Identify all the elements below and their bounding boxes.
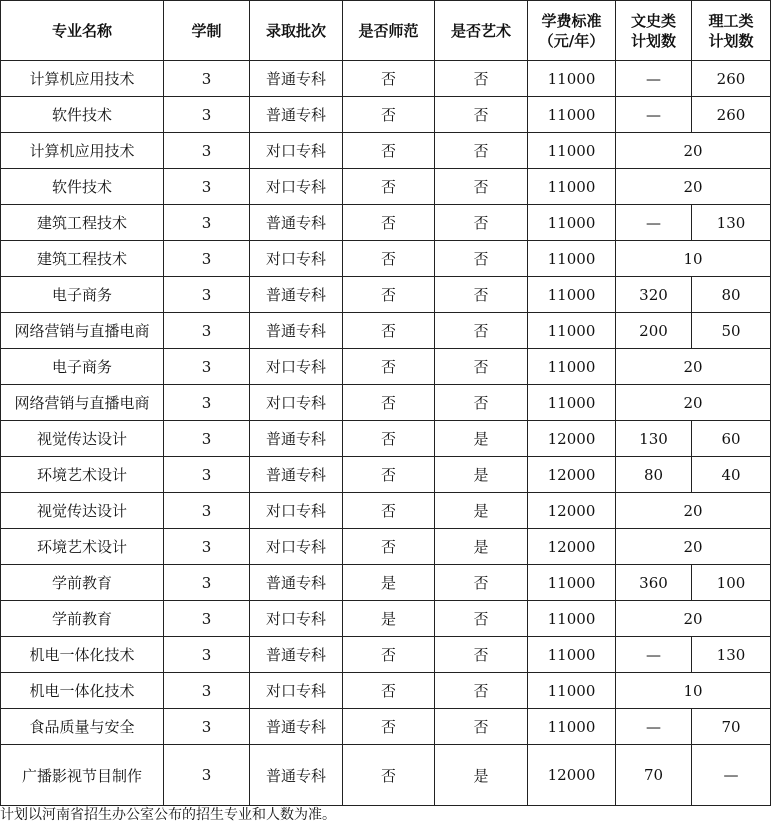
fee-cell: 12000 bbox=[528, 421, 616, 457]
table-row bbox=[1, 61, 771, 97]
is-art-cell: 否 bbox=[435, 565, 528, 601]
wenshi-plan-cell: 130 bbox=[616, 421, 692, 457]
is-art-cell: 否 bbox=[435, 385, 528, 421]
ligong-plan-cell: 50 bbox=[692, 313, 771, 349]
fee-cell: 11000 bbox=[528, 565, 616, 601]
years-cell: 3 bbox=[164, 421, 250, 457]
header-fee: 学费标准 （元/年） bbox=[528, 1, 616, 61]
years-cell: 3 bbox=[164, 241, 250, 277]
major-name-cell: 广播影视节目制作 bbox=[1, 745, 164, 806]
is-normal-cell: 否 bbox=[343, 745, 435, 806]
table-row bbox=[1, 133, 771, 169]
is-art-cell: 否 bbox=[435, 673, 528, 709]
wenshi-plan-cell: 320 bbox=[616, 277, 692, 313]
years-cell: 3 bbox=[164, 745, 250, 806]
ligong-plan-cell: 60 bbox=[692, 421, 771, 457]
major-name-cell: 机电一体化技术 bbox=[1, 637, 164, 673]
is-art-cell: 否 bbox=[435, 277, 528, 313]
major-name-cell: 学前教育 bbox=[1, 601, 164, 637]
fee-cell: 11000 bbox=[528, 61, 616, 97]
major-name-cell: 电子商务 bbox=[1, 349, 164, 385]
fee-cell: 12000 bbox=[528, 457, 616, 493]
is-normal-cell: 否 bbox=[343, 457, 435, 493]
table-row bbox=[1, 385, 771, 421]
major-name-cell: 视觉传达设计 bbox=[1, 493, 164, 529]
ligong-plan-cell: 100 bbox=[692, 565, 771, 601]
header-major-name: 专业名称 bbox=[1, 1, 164, 61]
table-row bbox=[1, 97, 771, 133]
fee-cell: 11000 bbox=[528, 169, 616, 205]
is-normal-cell: 否 bbox=[343, 205, 435, 241]
years-cell: 3 bbox=[164, 493, 250, 529]
is-art-cell: 是 bbox=[435, 421, 528, 457]
wenshi-plan-cell: — bbox=[616, 61, 692, 97]
is-normal-cell: 是 bbox=[343, 601, 435, 637]
years-cell: 3 bbox=[164, 169, 250, 205]
wenshi-plan-cell: — bbox=[616, 637, 692, 673]
batch-cell: 对口专科 bbox=[250, 385, 343, 421]
major-name-cell: 软件技术 bbox=[1, 97, 164, 133]
is-normal-cell: 否 bbox=[343, 313, 435, 349]
is-art-cell: 否 bbox=[435, 97, 528, 133]
years-cell: 3 bbox=[164, 601, 250, 637]
major-name-cell: 网络营销与直播电商 bbox=[1, 313, 164, 349]
is-art-cell: 否 bbox=[435, 205, 528, 241]
is-art-cell: 否 bbox=[435, 133, 528, 169]
fee-cell: 11000 bbox=[528, 385, 616, 421]
header-is-art: 是否艺术 bbox=[435, 1, 528, 61]
ligong-plan-cell: 70 bbox=[692, 709, 771, 745]
ligong-plan-cell: 80 bbox=[692, 277, 771, 313]
years-cell: 3 bbox=[164, 637, 250, 673]
major-name-cell: 建筑工程技术 bbox=[1, 241, 164, 277]
is-art-cell: 是 bbox=[435, 745, 528, 806]
is-normal-cell: 否 bbox=[343, 493, 435, 529]
is-art-cell: 否 bbox=[435, 241, 528, 277]
is-normal-cell: 否 bbox=[343, 241, 435, 277]
fee-cell: 11000 bbox=[528, 241, 616, 277]
major-name-cell: 学前教育 bbox=[1, 565, 164, 601]
is-art-cell: 是 bbox=[435, 493, 528, 529]
header-batch: 录取批次 bbox=[250, 1, 343, 61]
batch-cell: 普通专科 bbox=[250, 313, 343, 349]
is-normal-cell: 否 bbox=[343, 61, 435, 97]
fee-cell: 11000 bbox=[528, 601, 616, 637]
combined-plan-cell: 10 bbox=[616, 673, 771, 709]
table-row bbox=[1, 205, 771, 241]
years-cell: 3 bbox=[164, 205, 250, 241]
batch-cell: 普通专科 bbox=[250, 421, 343, 457]
major-name-cell: 环境艺术设计 bbox=[1, 529, 164, 565]
years-cell: 3 bbox=[164, 709, 250, 745]
table-row bbox=[1, 349, 771, 385]
batch-cell: 对口专科 bbox=[250, 529, 343, 565]
fee-cell: 11000 bbox=[528, 709, 616, 745]
batch-cell: 对口专科 bbox=[250, 241, 343, 277]
major-name-cell: 机电一体化技术 bbox=[1, 673, 164, 709]
fee-cell: 11000 bbox=[528, 673, 616, 709]
batch-cell: 普通专科 bbox=[250, 565, 343, 601]
ligong-plan-cell: 260 bbox=[692, 97, 771, 133]
years-cell: 3 bbox=[164, 61, 250, 97]
is-normal-cell: 否 bbox=[343, 529, 435, 565]
major-name-cell: 建筑工程技术 bbox=[1, 205, 164, 241]
table-row bbox=[1, 673, 771, 709]
wenshi-plan-cell: 80 bbox=[616, 457, 692, 493]
major-name-cell: 食品质量与安全 bbox=[1, 709, 164, 745]
major-name-cell: 电子商务 bbox=[1, 277, 164, 313]
table-row bbox=[1, 313, 771, 349]
is-art-cell: 否 bbox=[435, 61, 528, 97]
ligong-plan-cell: — bbox=[692, 745, 771, 806]
batch-cell: 普通专科 bbox=[250, 709, 343, 745]
fee-cell: 11000 bbox=[528, 313, 616, 349]
combined-plan-cell: 20 bbox=[616, 133, 771, 169]
batch-cell: 普通专科 bbox=[250, 745, 343, 806]
ligong-plan-cell: 260 bbox=[692, 61, 771, 97]
major-name-cell: 网络营销与直播电商 bbox=[1, 385, 164, 421]
years-cell: 3 bbox=[164, 97, 250, 133]
years-cell: 3 bbox=[164, 349, 250, 385]
is-art-cell: 否 bbox=[435, 313, 528, 349]
header-ligong-plan: 理工类 计划数 bbox=[692, 1, 771, 61]
batch-cell: 普通专科 bbox=[250, 97, 343, 133]
is-normal-cell: 否 bbox=[343, 277, 435, 313]
ligong-plan-cell: 130 bbox=[692, 637, 771, 673]
batch-cell: 对口专科 bbox=[250, 169, 343, 205]
batch-cell: 普通专科 bbox=[250, 277, 343, 313]
batch-cell: 普通专科 bbox=[250, 61, 343, 97]
fee-cell: 12000 bbox=[528, 529, 616, 565]
table-row bbox=[1, 529, 771, 565]
batch-cell: 对口专科 bbox=[250, 349, 343, 385]
batch-cell: 普通专科 bbox=[250, 637, 343, 673]
is-normal-cell: 否 bbox=[343, 97, 435, 133]
is-normal-cell: 否 bbox=[343, 637, 435, 673]
is-normal-cell: 否 bbox=[343, 673, 435, 709]
combined-plan-cell: 20 bbox=[616, 169, 771, 205]
table-row bbox=[1, 565, 771, 601]
years-cell: 3 bbox=[164, 133, 250, 169]
combined-plan-cell: 20 bbox=[616, 601, 771, 637]
years-cell: 3 bbox=[164, 529, 250, 565]
fee-cell: 11000 bbox=[528, 205, 616, 241]
batch-cell: 对口专科 bbox=[250, 133, 343, 169]
table-row bbox=[1, 601, 771, 637]
ligong-plan-cell: 40 bbox=[692, 457, 771, 493]
fee-cell: 11000 bbox=[528, 637, 616, 673]
years-cell: 3 bbox=[164, 565, 250, 601]
wenshi-plan-cell: 70 bbox=[616, 745, 692, 806]
years-cell: 3 bbox=[164, 457, 250, 493]
is-normal-cell: 是 bbox=[343, 565, 435, 601]
wenshi-plan-cell: 360 bbox=[616, 565, 692, 601]
fee-cell: 12000 bbox=[528, 493, 616, 529]
combined-plan-cell: 20 bbox=[616, 349, 771, 385]
table-row bbox=[1, 421, 771, 457]
fee-cell: 11000 bbox=[528, 133, 616, 169]
combined-plan-cell: 10 bbox=[616, 241, 771, 277]
is-normal-cell: 否 bbox=[343, 421, 435, 457]
header-years: 学制 bbox=[164, 1, 250, 61]
is-art-cell: 否 bbox=[435, 709, 528, 745]
table-row bbox=[1, 277, 771, 313]
is-normal-cell: 否 bbox=[343, 169, 435, 205]
batch-cell: 对口专科 bbox=[250, 493, 343, 529]
years-cell: 3 bbox=[164, 385, 250, 421]
major-name-cell: 视觉传达设计 bbox=[1, 421, 164, 457]
wenshi-plan-cell: — bbox=[616, 97, 692, 133]
major-name-cell: 软件技术 bbox=[1, 169, 164, 205]
batch-cell: 对口专科 bbox=[250, 673, 343, 709]
is-art-cell: 否 bbox=[435, 637, 528, 673]
table-row bbox=[1, 169, 771, 205]
table-row bbox=[1, 457, 771, 493]
fee-cell: 12000 bbox=[528, 745, 616, 806]
is-art-cell: 否 bbox=[435, 169, 528, 205]
years-cell: 3 bbox=[164, 277, 250, 313]
is-normal-cell: 否 bbox=[343, 349, 435, 385]
major-name-cell: 计算机应用技术 bbox=[1, 61, 164, 97]
is-normal-cell: 否 bbox=[343, 133, 435, 169]
major-name-cell: 计算机应用技术 bbox=[1, 133, 164, 169]
years-cell: 3 bbox=[164, 313, 250, 349]
header-row bbox=[1, 1, 771, 61]
fee-cell: 11000 bbox=[528, 349, 616, 385]
years-cell: 3 bbox=[164, 673, 250, 709]
table-row bbox=[1, 745, 771, 806]
is-art-cell: 否 bbox=[435, 349, 528, 385]
is-art-cell: 是 bbox=[435, 457, 528, 493]
major-name-cell: 环境艺术设计 bbox=[1, 457, 164, 493]
is-art-cell: 否 bbox=[435, 601, 528, 637]
footnote: 计划以河南省招生办公室公布的招生专业和人数为准。 bbox=[0, 807, 336, 823]
table-row bbox=[1, 493, 771, 529]
is-normal-cell: 否 bbox=[343, 385, 435, 421]
batch-cell: 普通专科 bbox=[250, 205, 343, 241]
table-row bbox=[1, 241, 771, 277]
wenshi-plan-cell: — bbox=[616, 205, 692, 241]
combined-plan-cell: 20 bbox=[616, 529, 771, 565]
header-is-normal: 是否师范 bbox=[343, 1, 435, 61]
is-normal-cell: 否 bbox=[343, 709, 435, 745]
ligong-plan-cell: 130 bbox=[692, 205, 771, 241]
is-art-cell: 是 bbox=[435, 529, 528, 565]
combined-plan-cell: 20 bbox=[616, 385, 771, 421]
table-row bbox=[1, 709, 771, 745]
wenshi-plan-cell: 200 bbox=[616, 313, 692, 349]
header-wenshi-plan: 文史类 计划数 bbox=[616, 1, 692, 61]
batch-cell: 对口专科 bbox=[250, 601, 343, 637]
combined-plan-cell: 20 bbox=[616, 493, 771, 529]
batch-cell: 普通专科 bbox=[250, 457, 343, 493]
fee-cell: 11000 bbox=[528, 277, 616, 313]
fee-cell: 11000 bbox=[528, 97, 616, 133]
table-row bbox=[1, 637, 771, 673]
wenshi-plan-cell: — bbox=[616, 709, 692, 745]
